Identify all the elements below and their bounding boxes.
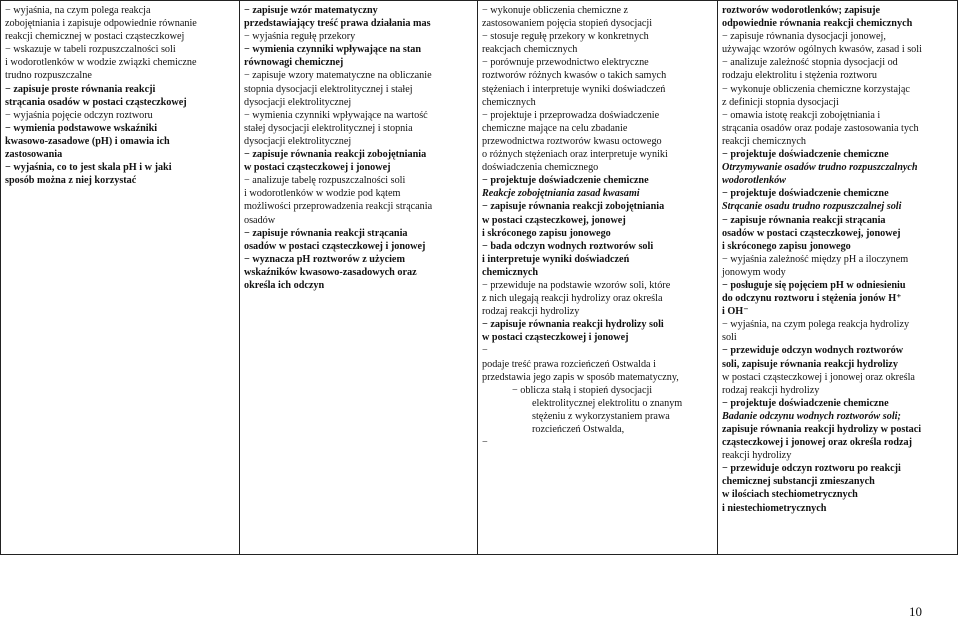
- text-line: podaje treść prawa rozcieńczeń Ostwalda i: [482, 358, 656, 370]
- text-line: − stosuje regułę przekory w konkretnych: [482, 31, 649, 43]
- text-line: wodorotlenków: [722, 175, 786, 187]
- text-line: − porównuje przewodnictwo elektryczne: [482, 57, 649, 69]
- text-line: − przewiduje na podstawie wzorów soli, które: [482, 279, 671, 291]
- text-line: i wodorotlenków w wodzie pod kątem: [244, 188, 401, 200]
- text-line: − wykonuje obliczenia chemiczne korzystając: [722, 83, 910, 95]
- text-line: przedstawiający treść prawa działania mas: [244, 18, 431, 30]
- text-line: soli, zapisuje równania reakcji hydrolizy: [722, 358, 898, 370]
- text-line: przedstawia jego zapis w sposób matematyczny,: [482, 371, 679, 383]
- text-line: i skróconego zapisu jonowego: [482, 227, 611, 239]
- text-line: − wymienia czynniki wpływające na wartość: [244, 109, 428, 121]
- text-line: − projektuje i przeprowadza doświadczenie: [482, 109, 660, 121]
- text-line: osadów: [244, 214, 276, 226]
- text-line: − zapisuje równania reakcji strącania: [244, 227, 408, 239]
- text-line: chemiczne mające na celu zbadanie: [482, 122, 628, 134]
- text-line: i niestechiometrycznych: [722, 502, 827, 514]
- text-line: − wyjaśnia regułę przekory: [244, 31, 356, 43]
- text-line: − wyjaśnia pojęcie odczyn roztworu: [5, 109, 153, 121]
- text-line: sposób można z niej korzystać: [5, 175, 137, 187]
- text-line: rozcieńczeń Ostwalda,: [532, 424, 625, 435]
- text-line: stężeniu z wykorzystaniem prawa: [532, 410, 670, 422]
- text-line: − posługuje się pojęciem pH w odniesieniu: [722, 279, 906, 291]
- text-line: kwasowo-zasadowe (pH) i omawia ich: [5, 135, 170, 147]
- text-line: − wymienia podstawowe wskaźniki: [5, 122, 158, 134]
- text-line: zastosowaniem pojęcia stopień dysocjacji: [482, 18, 653, 30]
- text-line: w postaci cząsteczkowej, jonowej: [482, 214, 626, 226]
- text-line: soli: [722, 332, 737, 344]
- text-line: w postaci cząsteczkowej i jonowej oraz określa: [722, 371, 915, 383]
- text-line: dysocjacji elektrolitycznej: [244, 135, 352, 147]
- text-line: − zapisuje równania reakcji zobojętniania: [244, 149, 427, 161]
- text-line: roztworów różnych kwasów o takich samych: [482, 70, 667, 82]
- text-line: − wymienia czynniki wpływające na stan: [244, 44, 422, 56]
- text-line: − omawia istotę reakcji zobojętniania i: [722, 109, 881, 121]
- text-line: chemicznej substancji zmieszanych: [722, 476, 875, 488]
- text-line: doświadczenia chemicznego: [482, 162, 599, 174]
- text-line: odpowiednie równania reakcji chemicznych: [722, 18, 913, 30]
- text-line: w ilościach stechiometrycznych: [722, 489, 858, 501]
- text-line: chemicznych: [482, 96, 536, 108]
- text-line: − wskazuje w tabeli rozpuszczalności soli: [5, 44, 176, 56]
- text-line: stężeniach i interpretuje wyniki doświadczeń: [482, 83, 666, 95]
- text-line: − analizuje tabelę rozpuszczalności soli: [244, 175, 406, 187]
- text-line: i skróconego zapisu jonowego: [722, 240, 851, 252]
- text-line: −: [482, 345, 488, 357]
- text-line: osadów w postaci cząsteczkowej i jonowej: [244, 240, 426, 252]
- text-line: wskaźników kwasowo-zasadowych oraz: [244, 266, 417, 278]
- text-line: rodzaju elektrolitu i stężenia roztworu: [722, 70, 878, 82]
- text-line: − projektuje doświadczenie chemiczne: [722, 397, 889, 409]
- text-line: strącania osadów w postaci cząsteczkowej: [5, 96, 187, 108]
- text-line: i interpretuje wyniki doświadczeń: [482, 253, 630, 265]
- text-line: − wyjaśnia, na czym polega reakcja: [5, 5, 151, 16]
- text-line: − przewiduje odczyn roztworu po reakcji: [722, 463, 901, 475]
- column-4: [718, 1, 958, 554]
- text-line: określa ich odczyn: [244, 279, 325, 291]
- text-line: reakcji hydrolizy: [722, 450, 792, 462]
- text-line: Otrzymywanie osadów trudno rozpuszczalnych: [722, 162, 918, 174]
- page-number: 10: [909, 604, 922, 619]
- text-line: − zapisuje wzór matematyczny: [244, 5, 378, 16]
- text-line: − przewiduje odczyn wodnych roztworów: [722, 345, 904, 357]
- text-line: −: [482, 437, 488, 449]
- text-line: cząsteczkowej i jonowej oraz określa rodzaj: [722, 437, 913, 449]
- text-line: i OH⁻: [722, 306, 749, 318]
- text-line: − wyjaśnia zależność między pH a iloczynem: [722, 253, 909, 265]
- text-line: − zapisuje równania reakcji strącania: [722, 214, 886, 226]
- text-line: o różnych stężeniach oraz interpretuje wyniki: [482, 149, 668, 161]
- text-line: Badanie odczynu wodnych roztworów soli;: [722, 410, 901, 422]
- text-line: − projektuje doświadczenie chemiczne: [482, 175, 649, 187]
- text-line: trudno rozpuszczalne: [5, 70, 92, 82]
- column-1: [0, 1, 240, 554]
- column-2: [240, 1, 478, 554]
- column-3: [478, 1, 718, 554]
- text-line: możliwości przeprowadzenia reakcji strącania: [244, 201, 433, 213]
- text-line: używając wzorów ogólnych kwasów, zasad i soli: [722, 44, 922, 56]
- text-line: do odczynu roztworu i stężenia jonów H⁺: [722, 293, 902, 305]
- text-line: − analizuje zależność stopnia dysocjacji od: [722, 57, 898, 69]
- text-line: z nich ulegają reakcji hydrolizy oraz określa: [482, 293, 663, 305]
- text-line: jonowym wody: [722, 266, 786, 278]
- text-line: rodzaj reakcji hydrolizy: [482, 306, 580, 318]
- text-line: reakcji chemicznej w postaci cząsteczkowej: [5, 31, 185, 43]
- text-line: dysocjacji elektrolitycznej: [244, 96, 352, 108]
- text-line: − wyjaśnia, co to jest skala pH i w jaki: [5, 162, 172, 174]
- text-line: − zapisuje równania reakcji zobojętniania: [482, 201, 665, 213]
- text-line: z definicji stopnia dysocjacji: [722, 96, 839, 108]
- text-line: rodzaj reakcji hydrolizy: [722, 384, 820, 396]
- text-line: zobojętniania i zapisuje odpowiednie równanie: [5, 18, 197, 30]
- text-line: zastosowania: [5, 149, 63, 161]
- text-line: − projektuje doświadczenie chemiczne: [722, 149, 889, 161]
- text-line: − wykonuje obliczenia chemiczne z: [482, 5, 629, 16]
- text-line: w postaci cząsteczkowej i jonowej: [482, 332, 629, 344]
- text-line: roztworów wodorotlenków; zapisuje: [722, 5, 881, 16]
- text-line: reakcjach chemicznych: [482, 44, 578, 56]
- text-line: − oblicza stałą i stopień dysocjacji: [512, 384, 653, 396]
- text-line: elektrolitycznej elektrolitu o znanym: [532, 397, 683, 409]
- text-line: przewodnictwa roztworów kwasu octowego: [482, 135, 662, 147]
- text-line: reakcji chemicznych: [722, 135, 806, 147]
- text-line: Reakcje zobojętniania zasad kwasami: [482, 188, 640, 200]
- text-line: osadów w postaci cząsteczkowej, jonowej: [722, 227, 901, 239]
- text-line: i wodorotlenków w wodzie związki chemiczne: [5, 57, 197, 69]
- text-line: − zapisuje wzory matematyczne na obliczanie: [244, 70, 432, 82]
- text-line: − zapisuje równania dysocjacji jonowej,: [722, 31, 886, 43]
- text-line: strącania osadów oraz podaje zastosowania tych: [722, 122, 919, 134]
- text-line: zapisuje równania reakcji hydrolizy w postaci: [722, 424, 922, 435]
- text-line: − wyjaśnia, na czym polega reakcja hydrolizy: [722, 319, 910, 331]
- text-line: stałej dysocjacji elektrolitycznej i stopnia: [244, 122, 413, 134]
- text-line: chemicznych: [482, 266, 539, 278]
- text-line: − zapisuje proste równania reakcji: [5, 83, 156, 95]
- text-line: − bada odczyn wodnych roztworów soli: [482, 240, 654, 252]
- text-line: równowagi chemicznej: [244, 57, 344, 69]
- text-line: − projektuje doświadczenie chemiczne: [722, 188, 889, 200]
- text-line: Strącanie osadu trudno rozpuszczalnej soli: [722, 201, 902, 213]
- text-line: − wyznacza pH roztworów z użyciem: [244, 253, 405, 265]
- text-line: − zapisuje równania reakcji hydrolizy soli: [482, 319, 664, 331]
- text-line: w postaci cząsteczkowej i jonowej: [244, 162, 391, 174]
- text-line: stopnia dysocjacji elektrolitycznej i stałej: [244, 83, 413, 95]
